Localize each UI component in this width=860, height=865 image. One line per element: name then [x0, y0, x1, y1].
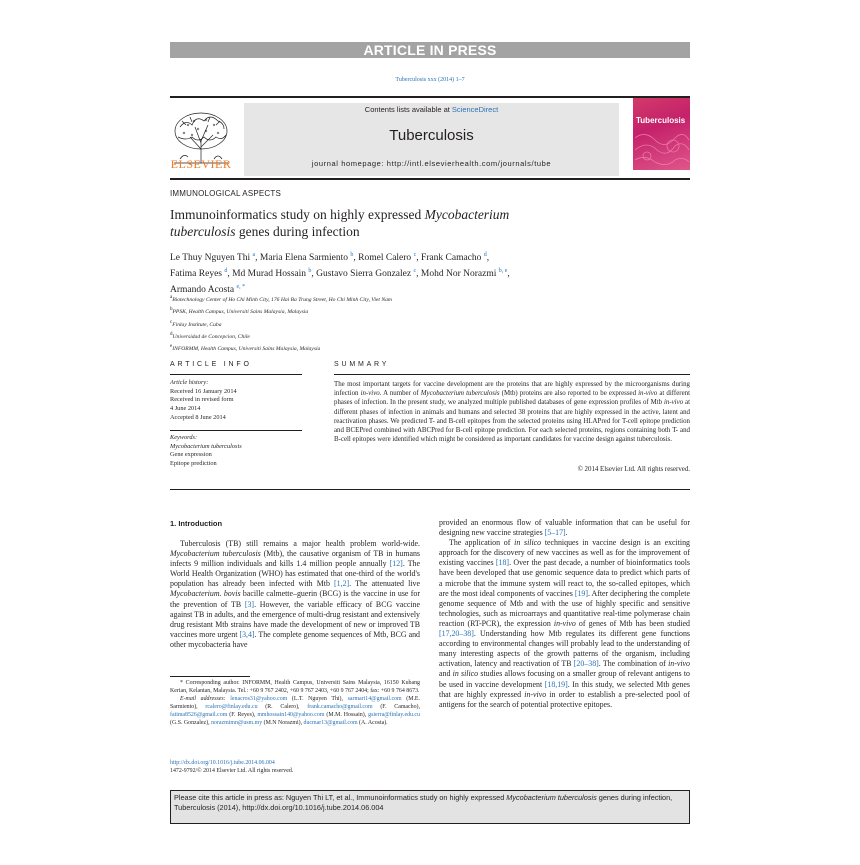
- journal-name: Tuberculosis: [389, 127, 474, 144]
- affiliation-mark: d: [170, 332, 173, 338]
- keyword: Gene expression: [170, 451, 212, 459]
- author: Md Murad Hossain: [232, 269, 306, 280]
- author: Mohd Nor Norazmi: [420, 269, 497, 280]
- article-history: [170, 379, 302, 423]
- abstract-span: The most important targets for vaccine development are the proteins that are highly expressed by the microorganisms during infection: [334, 381, 690, 398]
- article-in-press-banner: ARTICLE IN PRESS: [170, 42, 690, 58]
- affiliation-mark: b: [170, 307, 173, 313]
- summary-heading: SUMMARY: [334, 361, 390, 368]
- author: Maria Elena Sarmiento: [259, 253, 349, 264]
- email-owner: (A. Acosta).: [357, 720, 388, 727]
- text-span: . The attenuated live: [349, 579, 420, 589]
- issn-line: 1472-9792/© 2014 Elsevier Ltd. All rights reserved.: [170, 768, 294, 775]
- title-italic2: tuberculosis: [170, 224, 236, 239]
- intro-paragraph: [439, 538, 690, 710]
- author: Armando Acosta: [170, 285, 235, 296]
- text-span: . In this study, we selected Mtb genes that are highly expressed: [439, 679, 690, 699]
- text-span: techniques in vaccine design is an exciting approach for the discovery of new vaccines as well as for the improvement of existing vaccines: [439, 538, 690, 568]
- affiliation-text: INFORMM, Health Campus, Universiti Sains Malaysia, Malaysia: [172, 346, 321, 353]
- abstract-italic: Mycobacterium tuberculosis: [420, 390, 500, 398]
- text-span: in order to establish a pre-selected pool of antigens for the search of potential protective epitopes.: [439, 689, 690, 709]
- cover-pattern-icon: [633, 98, 690, 170]
- abstract-italic: in-vivo: [663, 399, 684, 407]
- italic-span: in silico: [514, 538, 542, 548]
- article-info-heading: ARTICLE INFO: [170, 361, 252, 368]
- abstract-span: at different phases of infection. In the present study, we analyzed multiple published databases of gene expression profiles of Mtb: [334, 390, 690, 407]
- affiliation-mark: e: [170, 344, 173, 350]
- abstract-end-rule: [170, 489, 690, 490]
- affiliation-text: Biotechnology Center of Ho Chi Minh City, 176 Hai Ba Trung Street, Ho Chi Minh City, Viet Nam: [172, 296, 392, 303]
- abstract-italic: in-vivo: [638, 390, 658, 398]
- author-affil-mark[interactable]: b, e: [498, 268, 508, 275]
- elsevier-wordmark: ELSEVIER: [170, 157, 232, 171]
- affiliation: [170, 293, 630, 305]
- journal-citation-line[interactable]: Tuberculosis xxx (2014) 1–7: [395, 77, 465, 83]
- sciencedirect-link[interactable]: ScienceDirect: [451, 105, 499, 114]
- reference-link[interactable]: [19]: [574, 588, 588, 598]
- email-link[interactable]: rcalero@finlay.edu.cu: [205, 704, 258, 711]
- title-italic1: Mycobacterium: [424, 207, 510, 222]
- keyword: Epitope prediction: [170, 460, 217, 468]
- abstract-span: (Mtb) proteins are also reported to be expressed: [499, 390, 639, 398]
- article-title: [170, 206, 630, 240]
- text-span: . The complete genome sequences of Mtb, BCG and other mycobacteria have: [170, 629, 420, 649]
- affiliation: [170, 330, 630, 342]
- email-owner: (L.T. Nguyen Thi),: [287, 696, 348, 703]
- text-span: bacille calmette–guerin (BCG) is the vaccine in use for the prevention of TB: [170, 589, 420, 609]
- email-link[interactable]: fatima8526@gmail.com: [170, 712, 228, 719]
- journal-cover-image: [633, 98, 690, 170]
- doi-link[interactable]: http://dx.doi.org/10.1016/j.tube.2014.06.004: [170, 760, 275, 766]
- author-affil-mark[interactable]: d: [483, 252, 487, 258]
- abstract-text: [334, 380, 690, 444]
- reference-link[interactable]: [3,4]: [239, 629, 255, 639]
- text-span: . The combination of: [598, 659, 669, 669]
- author-list: Le Thuy Nguyen Thi $^a$, Maria Elena Sarmiento $^b$, Romel Calero $^c$, Frank Camacho $^d$, Fatima Reyes $^d$, Md Murad Hossain $^b$, Gustavo Sierra Gonzalez $^c$, Mohd Nor Norazmi $^{b, e}$, Armando Acosta $^{e, *}$: [170, 252, 510, 296]
- author: Le Thuy Nguyen Thi: [170, 253, 251, 264]
- text-span: studies allows focusing on a smaller group of relevant antigens to be used in vaccine development: [439, 669, 690, 689]
- reference-link[interactable]: [5–17]: [544, 528, 566, 538]
- italic-span: in silico: [452, 669, 479, 679]
- cover-title: Tuberculosis: [636, 116, 686, 125]
- masthead-rule: [170, 178, 690, 180]
- intro-paragraph: [170, 539, 420, 650]
- email-link[interactable]: gsierra@finlay.edu.cu: [368, 712, 420, 719]
- copyright-notice: © 2014 Elsevier Ltd. All rights reserved.: [577, 466, 690, 473]
- revised-label: Received in revised form: [170, 396, 234, 404]
- email-owner: (G.S. Gonzalez),: [170, 720, 212, 727]
- text-span: provided an enormous flow of valuable information that can be useful for designing new vaccine strategies: [439, 518, 690, 538]
- author-affil-mark[interactable]: b: [350, 252, 354, 258]
- text-span: The application of: [449, 538, 515, 548]
- affiliation: [170, 305, 630, 317]
- section-label: IMMUNOLOGICAL ASPECTS: [170, 189, 282, 198]
- text-span: (Mtb), the causative organism of TB in humans infects 9 million individuals and kills 1.4 million people annually: [170, 549, 420, 569]
- author: Romel Calero: [358, 253, 412, 264]
- email-owner: (M.M. Hossain),: [324, 712, 369, 719]
- email-owner: (M.N Norazmi),: [262, 720, 304, 727]
- italic-span: Mycobacterium. bovis: [170, 589, 241, 599]
- abstract-span: . A number of: [379, 390, 421, 398]
- corresponding-text: * Corresponding author. INFORMM, Health Campus, Universiti Sains Malaysia, 16150 Kubang Kerian, Kelantan, Malaysia. Tel.: +60 9 767 2402, +60 9 767 2403, +60 9 767 2404; fax: +60 9 764 8673.: [170, 680, 420, 695]
- received-date: Received 16 January 2014: [170, 387, 237, 395]
- email-owner: (R. Calero),: [257, 704, 308, 711]
- italic-span: Mycobacterium tuberculosis: [170, 549, 261, 559]
- author-affil-mark[interactable]: e, *: [236, 284, 246, 291]
- introduction-heading: 1. Introduction: [170, 519, 223, 528]
- citation-text: [174, 793, 686, 813]
- author-affil-mark[interactable]: c: [413, 252, 417, 258]
- author: Fatima Reyes: [170, 269, 222, 280]
- email-link[interactable]: ducmar13@gmail.com: [303, 720, 358, 727]
- summary-rule: [334, 374, 690, 375]
- contents-available: [244, 105, 619, 114]
- affiliation-text: Finlay Institute, Cuba: [172, 321, 222, 328]
- affiliation-text: Universidad de Concepcion, Chile: [172, 333, 250, 340]
- intro-paragraph: [439, 518, 690, 538]
- accepted-date: Accepted 8 June 2014: [170, 413, 226, 421]
- affiliation-text: PPSK, Health Campus, Universiti Sains Malaysia, Malaysia: [172, 309, 309, 316]
- author-affil-mark[interactable]: a: [252, 252, 256, 258]
- header-rule: [170, 96, 690, 98]
- email-list: [170, 695, 420, 727]
- citation-suffix: genes during infection, Tuberculosis (2014), http://dx.doi.org/10.1016/j.tube.2014.06.004: [174, 793, 673, 812]
- text-span: . After deciphering the complete genome sequence of Mtb and with the use of highly specific and sensitive technologies, such as microarrays and quantitative real-time polymerase chain reaction (RT-PCR), the expression: [439, 588, 690, 628]
- intro-left-column: [170, 539, 420, 650]
- reference-link[interactable]: [1,2]: [334, 579, 350, 589]
- italic-span: in-vivo: [524, 689, 547, 699]
- author-affil-mark[interactable]: b: [308, 268, 312, 275]
- email-owner: (M.E. Sarmiento),: [170, 696, 421, 711]
- email-link[interactable]: mmhossain140@yahoo.com: [257, 712, 325, 719]
- reference-link[interactable]: [3]: [244, 599, 255, 609]
- text-span: . Over the past decade, a number of bioinformatics tools have been developed that use genomic sequence data to predict which parts of a microbe that the immune system will react to, the so-called epitopes, which are the most ideal components of vaccines: [439, 558, 690, 598]
- footnote-rule: [170, 676, 250, 677]
- text-span: and: [439, 669, 453, 679]
- reference-link[interactable]: [17,20–38]: [439, 629, 474, 639]
- keywords-label: Keywords:: [170, 434, 198, 441]
- title-part1: Immunoinformatics study on highly expressed: [170, 207, 425, 222]
- contents-prefix: Contents lists available at: [364, 105, 452, 114]
- history-label: Article history:: [170, 379, 209, 386]
- author-affil-mark[interactable]: d: [224, 268, 228, 275]
- affiliation: [170, 342, 630, 354]
- keywords: [170, 434, 302, 469]
- citation-italic: Mycobacterium tuberculosis: [506, 793, 597, 802]
- email-owner: (F. Reyes),: [227, 712, 258, 719]
- text-span: Tuberculosis (TB) still remains a major health problem world-wide.: [180, 539, 420, 548]
- author-affil-mark[interactable]: c: [413, 268, 417, 275]
- keyword: Mycobacterium tuberculosis: [170, 442, 242, 450]
- reference-link[interactable]: [20–38]: [573, 659, 599, 669]
- email-link[interactable]: sarmari14@gmail.com: [347, 696, 402, 703]
- reference-link[interactable]: [18,19]: [544, 679, 568, 689]
- text-span: .: [565, 528, 568, 538]
- email-owner: (F. Camacho),: [372, 704, 420, 711]
- author: Frank Camacho: [420, 253, 482, 264]
- text-span: . The World Health Organization (WHO) has estimated that one-third of the world's population has already been infected with Mtb: [170, 559, 421, 589]
- affiliation-list: [170, 293, 630, 355]
- corresponding-author-footnote: [170, 679, 420, 728]
- intro-right-column: [439, 518, 690, 710]
- journal-homepage[interactable]: journal homepage: http://intl.elsevierhealth.com/journals/tube: [311, 159, 552, 168]
- affiliation-mark: a: [170, 295, 173, 300]
- text-span: . However, the variable efficacy of BCG vaccine against TB in adults, and the emergence of multi-drug resistant and extensively drug resistant Mtb strains have made the development of new or improved TB vaccines more urgent: [170, 599, 420, 639]
- email-label: E-mail addresses:: [180, 696, 226, 703]
- italic-span: in-vivo: [668, 659, 690, 669]
- email-link[interactable]: lenacros31@yahoo.com: [230, 696, 288, 703]
- italic-span: in-vivo: [553, 618, 576, 628]
- author: Gustavo Sierra Gonzalez: [316, 269, 412, 280]
- email-link[interactable]: norazmimn@usm.my: [211, 720, 263, 727]
- title-part2: genes during infection: [235, 224, 360, 239]
- article-info-rule: [170, 374, 302, 375]
- reference-link[interactable]: [18]: [495, 558, 510, 568]
- abstract-span: at different phases of infection in animals and humans and selected 38 proteins that are highly expressed in the active, latent and reactivation phases. We predicted T- and B-cell epitopes from the selected proteins using HLAPred for T-cell epitope prediction and BCEPred combined with ABCPred for B-cell epitope prediction. For each selected proteins, regions containing both T- and B-cell epitopes were identified which might be considered as important candidates for vaccine design against tuberculosis.: [334, 399, 690, 444]
- email-link[interactable]: frank.camacho@gmail.com: [307, 704, 373, 711]
- affiliation: [170, 318, 630, 330]
- text-span: of genes of Mtb has been studied: [575, 618, 691, 628]
- keywords-rule: [170, 430, 302, 431]
- abstract-italic: in-vivo: [360, 390, 380, 398]
- revised-date: 4 June 2014: [170, 405, 201, 413]
- text-span: . Understanding how Mtb regulates its different gene functions according to environmental changes will probably lead to the understanding of many interesting aspects of the growth patterns of the organism, including activation, latency and reactivation of TB: [439, 629, 690, 669]
- doi-block: [170, 759, 420, 775]
- citation-prefix: Please cite this article in press as: Nguyen Thi LT, et al., Immunoinformatics study on highly expressed: [174, 793, 507, 802]
- reference-link[interactable]: [12]: [389, 559, 403, 569]
- affiliation-mark: c: [170, 319, 173, 325]
